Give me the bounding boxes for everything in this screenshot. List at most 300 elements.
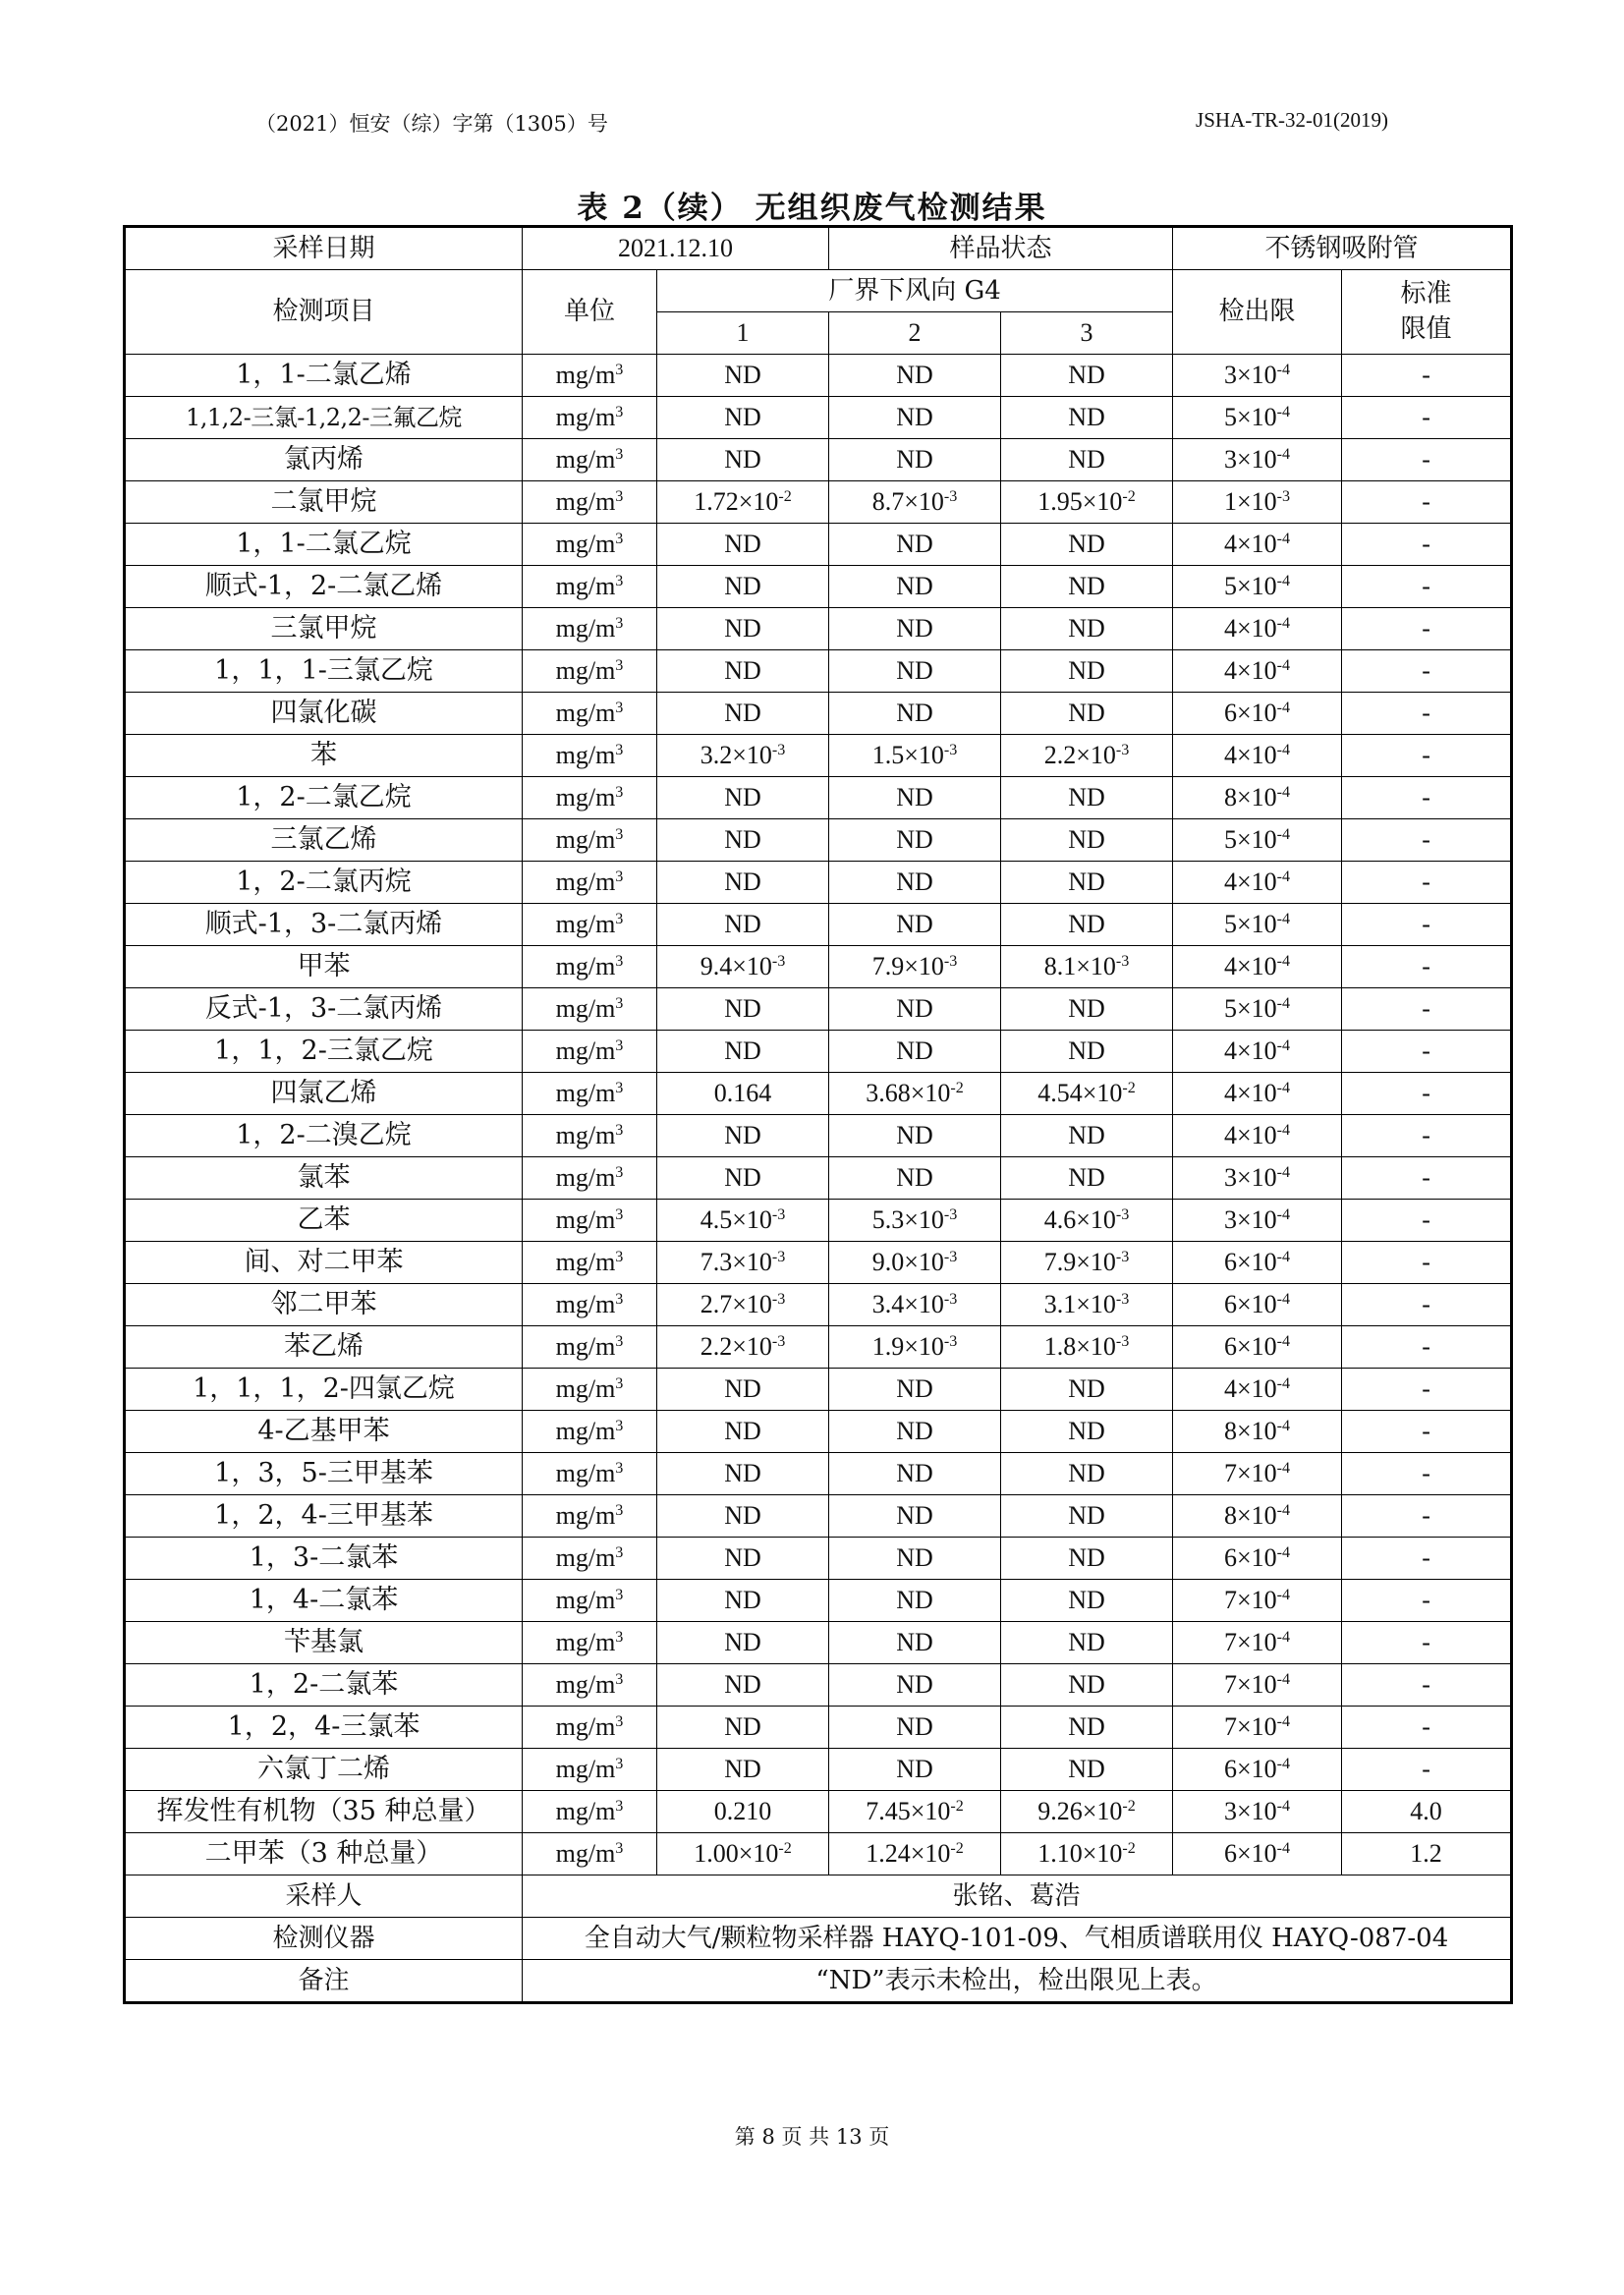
table-row bbox=[125, 1411, 1512, 1453]
item-name: 1，1，1-三氯乙烷 bbox=[125, 650, 523, 693]
standard-limit: - bbox=[1342, 1284, 1512, 1326]
table-row bbox=[125, 777, 1512, 819]
item-name: 挥发性有机物（35 种总量） bbox=[125, 1791, 523, 1833]
detection-limit: $7\times 10^{-4}$ bbox=[1173, 1622, 1342, 1664]
sample-3-value: ND bbox=[1001, 693, 1173, 735]
standard-limit: - bbox=[1342, 1411, 1512, 1453]
page-footer: 第 8 页 共 13 页 bbox=[734, 2125, 890, 2149]
sample-3-value: ND bbox=[1001, 1031, 1173, 1073]
detection-limit: $6\times 10^{-4}$ bbox=[1173, 1749, 1342, 1791]
unit-cell: $mg/m^3$ bbox=[523, 1200, 657, 1242]
sample-2-value: ND bbox=[829, 650, 1001, 693]
detection-limit: $4\times 10^{-4}$ bbox=[1173, 1073, 1342, 1115]
detection-limit: $3\times 10^{-4}$ bbox=[1173, 439, 1342, 481]
state-value: 不锈钢吸附管 bbox=[1173, 227, 1512, 270]
sample-1-value: ND bbox=[657, 1411, 829, 1453]
item-name: 苯 bbox=[125, 735, 523, 777]
unit-cell: $mg/m^3$ bbox=[523, 1031, 657, 1073]
unit-cell: $mg/m^3$ bbox=[523, 1157, 657, 1200]
standard-limit: - bbox=[1342, 1580, 1512, 1622]
standard-limit: - bbox=[1342, 1200, 1512, 1242]
sample-3-value: ND bbox=[1001, 819, 1173, 862]
sample-1-value: ND bbox=[657, 693, 829, 735]
sample-3-value: ND bbox=[1001, 862, 1173, 904]
unit-cell: $mg/m^3$ bbox=[523, 1833, 657, 1875]
table-row bbox=[125, 650, 1512, 693]
table-row bbox=[125, 1073, 1512, 1115]
detection-limit: $4\times 10^{-4}$ bbox=[1173, 608, 1342, 650]
item-name: 氯苯 bbox=[125, 1157, 523, 1200]
document-code: JSHA-TR-32-01(2019) bbox=[1196, 108, 1388, 132]
item-name: 1,1,2-三氯-1,2,2-三氟乙烷 bbox=[125, 397, 523, 439]
table-row bbox=[125, 1495, 1512, 1538]
item-name: 六氯丁二烯 bbox=[125, 1749, 523, 1791]
col-sample-1-header: 1 bbox=[657, 312, 829, 355]
date-label: 采样日期 bbox=[125, 227, 523, 270]
detection-limit: $7\times 10^{-4}$ bbox=[1173, 1664, 1342, 1707]
item-name: 1，2-二氯丙烷 bbox=[125, 862, 523, 904]
sample-3-value: $4.6\times 10^{-3}$ bbox=[1001, 1200, 1173, 1242]
sample-3-value: ND bbox=[1001, 1707, 1173, 1749]
sample-3-value: ND bbox=[1001, 608, 1173, 650]
item-name: 1，4-二氯苯 bbox=[125, 1580, 523, 1622]
standard-limit: - bbox=[1342, 1707, 1512, 1749]
standard-limit: - bbox=[1342, 1622, 1512, 1664]
unit-cell: $mg/m^3$ bbox=[523, 1284, 657, 1326]
detection-limit: $5\times 10^{-4}$ bbox=[1173, 819, 1342, 862]
unit-cell: $mg/m^3$ bbox=[523, 693, 657, 735]
detection-limit: $5\times 10^{-4}$ bbox=[1173, 566, 1342, 608]
table-row bbox=[125, 1369, 1512, 1411]
sample-1-value: ND bbox=[657, 904, 829, 946]
unit-cell: $mg/m^3$ bbox=[523, 1495, 657, 1538]
unit-cell: $mg/m^3$ bbox=[523, 650, 657, 693]
sample-2-value: ND bbox=[829, 1707, 1001, 1749]
unit-cell: $mg/m^3$ bbox=[523, 904, 657, 946]
sample-1-value: ND bbox=[657, 988, 829, 1031]
instrument-label: 检测仪器 bbox=[125, 1918, 523, 1960]
detection-limit: $4\times 10^{-4}$ bbox=[1173, 1369, 1342, 1411]
sample-1-value: $4.5\times 10^{-3}$ bbox=[657, 1200, 829, 1242]
item-name: 1，1，1，2-四氯乙烷 bbox=[125, 1369, 523, 1411]
sample-2-value: ND bbox=[829, 904, 1001, 946]
sample-3-value: ND bbox=[1001, 1749, 1173, 1791]
standard-limit: - bbox=[1342, 819, 1512, 862]
sample-3-value: $9.26\times 10^{-2}$ bbox=[1001, 1791, 1173, 1833]
col-limit-header: 检出限 bbox=[1173, 270, 1342, 355]
standard-limit: - bbox=[1342, 946, 1512, 988]
instrument-row bbox=[125, 1918, 1512, 1960]
sample-2-value: ND bbox=[829, 862, 1001, 904]
sample-1-value: $9.4\times 10^{-3}$ bbox=[657, 946, 829, 988]
standard-limit: 1.2 bbox=[1342, 1833, 1512, 1875]
sample-3-value: ND bbox=[1001, 566, 1173, 608]
sample-2-value: $5.3\times 10^{-3}$ bbox=[829, 1200, 1001, 1242]
sample-2-value: ND bbox=[829, 1369, 1001, 1411]
table-row bbox=[125, 862, 1512, 904]
unit-cell: $mg/m^3$ bbox=[523, 397, 657, 439]
header-row-1 bbox=[125, 270, 1512, 312]
item-name: 乙苯 bbox=[125, 1200, 523, 1242]
detection-limit: $4\times 10^{-4}$ bbox=[1173, 735, 1342, 777]
detection-limit: $4\times 10^{-4}$ bbox=[1173, 1031, 1342, 1073]
standard-limit: - bbox=[1342, 735, 1512, 777]
sample-3-value: $4.54\times 10^{-2}$ bbox=[1001, 1073, 1173, 1115]
unit-cell: $mg/m^3$ bbox=[523, 1749, 657, 1791]
table-title: 表 2（续） 无组织废气检测结果 bbox=[577, 191, 1047, 226]
item-name: 二氯甲烷 bbox=[125, 481, 523, 524]
detection-limit: $5\times 10^{-4}$ bbox=[1173, 904, 1342, 946]
sample-1-value: ND bbox=[657, 1622, 829, 1664]
sample-1-value: ND bbox=[657, 1749, 829, 1791]
sample-2-value: $1.24\times 10^{-2}$ bbox=[829, 1833, 1001, 1875]
table-row bbox=[125, 524, 1512, 566]
unit-cell: $mg/m^3$ bbox=[523, 524, 657, 566]
item-name: 1，1，2-三氯乙烷 bbox=[125, 1031, 523, 1073]
standard-limit: - bbox=[1342, 1073, 1512, 1115]
sample-2-value: $9.0\times 10^{-3}$ bbox=[829, 1242, 1001, 1284]
state-label: 样品状态 bbox=[829, 227, 1173, 270]
table-row bbox=[125, 439, 1512, 481]
table-row bbox=[125, 1580, 1512, 1622]
unit-cell: $mg/m^3$ bbox=[523, 988, 657, 1031]
sample-1-value: $2.7\times 10^{-3}$ bbox=[657, 1284, 829, 1326]
sample-3-value: $1.10\times 10^{-2}$ bbox=[1001, 1833, 1173, 1875]
table-row bbox=[125, 1326, 1512, 1369]
standard-limit: - bbox=[1342, 1495, 1512, 1538]
sample-1-value: ND bbox=[657, 1115, 829, 1157]
sample-2-value: ND bbox=[829, 1157, 1001, 1200]
table-row bbox=[125, 1833, 1512, 1875]
sample-1-value: ND bbox=[657, 524, 829, 566]
item-name: 三氯乙烯 bbox=[125, 819, 523, 862]
table-row bbox=[125, 355, 1512, 397]
sample-3-value: ND bbox=[1001, 1495, 1173, 1538]
unit-cell: $mg/m^3$ bbox=[523, 1242, 657, 1284]
unit-cell: $mg/m^3$ bbox=[523, 1369, 657, 1411]
detection-limit: $4\times 10^{-4}$ bbox=[1173, 650, 1342, 693]
standard-limit: - bbox=[1342, 904, 1512, 946]
table-row bbox=[125, 1115, 1512, 1157]
sample-3-value: $2.2\times 10^{-3}$ bbox=[1001, 735, 1173, 777]
unit-cell: $mg/m^3$ bbox=[523, 1622, 657, 1664]
sample-2-value: $7.9\times 10^{-3}$ bbox=[829, 946, 1001, 988]
unit-cell: $mg/m^3$ bbox=[523, 439, 657, 481]
unit-cell: $mg/m^3$ bbox=[523, 1664, 657, 1707]
detection-limit: $5\times 10^{-4}$ bbox=[1173, 988, 1342, 1031]
table-row bbox=[125, 1453, 1512, 1495]
sample-1-value: ND bbox=[657, 819, 829, 862]
col-group-header: 厂界下风向 G4 bbox=[657, 270, 1173, 312]
unit-cell: $mg/m^3$ bbox=[523, 862, 657, 904]
sample-3-value: ND bbox=[1001, 777, 1173, 819]
detection-limit: $1\times 10^{-3}$ bbox=[1173, 481, 1342, 524]
sample-2-value: $7.45\times 10^{-2}$ bbox=[829, 1791, 1001, 1833]
unit-cell: $mg/m^3$ bbox=[523, 566, 657, 608]
sample-2-value: ND bbox=[829, 1031, 1001, 1073]
standard-limit: - bbox=[1342, 1538, 1512, 1580]
detection-limit: $6\times 10^{-4}$ bbox=[1173, 1284, 1342, 1326]
table-row bbox=[125, 1622, 1512, 1664]
results-table bbox=[123, 225, 1513, 2004]
note-row bbox=[125, 1960, 1512, 2003]
item-name: 1，2，4-三甲基苯 bbox=[125, 1495, 523, 1538]
col-unit-header: 单位 bbox=[523, 270, 657, 355]
table-row bbox=[125, 1200, 1512, 1242]
unit-cell: $mg/m^3$ bbox=[523, 608, 657, 650]
detection-limit: $7\times 10^{-4}$ bbox=[1173, 1580, 1342, 1622]
sample-3-value: ND bbox=[1001, 1115, 1173, 1157]
sample-1-value: ND bbox=[657, 1580, 829, 1622]
sample-2-value: ND bbox=[829, 693, 1001, 735]
sample-2-value: $3.4\times 10^{-3}$ bbox=[829, 1284, 1001, 1326]
item-name: 间、对二甲苯 bbox=[125, 1242, 523, 1284]
col-sample-3-header: 3 bbox=[1001, 312, 1173, 355]
item-name: 1，1-二氯乙烷 bbox=[125, 524, 523, 566]
sample-3-value: $3.1\times 10^{-3}$ bbox=[1001, 1284, 1173, 1326]
item-name: 1，3-二氯苯 bbox=[125, 1538, 523, 1580]
table-row bbox=[125, 735, 1512, 777]
sample-3-value: ND bbox=[1001, 1664, 1173, 1707]
sample-1-value: $3.2\times 10^{-3}$ bbox=[657, 735, 829, 777]
sample-3-value: ND bbox=[1001, 439, 1173, 481]
item-name: 反式-1，3-二氯丙烯 bbox=[125, 988, 523, 1031]
detection-limit: $4\times 10^{-4}$ bbox=[1173, 1115, 1342, 1157]
table-row bbox=[125, 904, 1512, 946]
sample-2-value: $8.7\times 10^{-3}$ bbox=[829, 481, 1001, 524]
standard-limit: - bbox=[1342, 566, 1512, 608]
table-row bbox=[125, 397, 1512, 439]
item-name: 1，2，4-三氯苯 bbox=[125, 1707, 523, 1749]
table-row bbox=[125, 693, 1512, 735]
sample-2-value: $1.5\times 10^{-3}$ bbox=[829, 735, 1001, 777]
item-name: 顺式-1，3-二氯丙烯 bbox=[125, 904, 523, 946]
standard-limit: - bbox=[1342, 1664, 1512, 1707]
sample-1-value: $7.3\times 10^{-3}$ bbox=[657, 1242, 829, 1284]
detection-limit: $8\times 10^{-4}$ bbox=[1173, 777, 1342, 819]
standard-limit: - bbox=[1342, 1453, 1512, 1495]
table-row bbox=[125, 1749, 1512, 1791]
unit-cell: $mg/m^3$ bbox=[523, 819, 657, 862]
standard-limit: - bbox=[1342, 397, 1512, 439]
unit-cell: $mg/m^3$ bbox=[523, 1411, 657, 1453]
unit-cell: $mg/m^3$ bbox=[523, 735, 657, 777]
detection-limit: $8\times 10^{-4}$ bbox=[1173, 1495, 1342, 1538]
instrument-value: 全自动大气/颗粒物采样器 HAYQ-101-09、气相质谱联用仪 HAYQ-087-04 bbox=[523, 1918, 1512, 1960]
sampler-value: 张铭、葛浩 bbox=[523, 1875, 1512, 1918]
unit-cell: $mg/m^3$ bbox=[523, 946, 657, 988]
sample-1-value: ND bbox=[657, 566, 829, 608]
unit-cell: $mg/m^3$ bbox=[523, 355, 657, 397]
unit-cell: $mg/m^3$ bbox=[523, 1791, 657, 1833]
col-item-header: 检测项目 bbox=[125, 270, 523, 355]
table-row bbox=[125, 1707, 1512, 1749]
standard-limit: - bbox=[1342, 862, 1512, 904]
standard-limit: - bbox=[1342, 439, 1512, 481]
standard-limit: - bbox=[1342, 693, 1512, 735]
standard-limit: - bbox=[1342, 1031, 1512, 1073]
sample-2-value: ND bbox=[829, 439, 1001, 481]
detection-limit: $7\times 10^{-4}$ bbox=[1173, 1707, 1342, 1749]
sample-2-value: ND bbox=[829, 397, 1001, 439]
sample-1-value: ND bbox=[657, 355, 829, 397]
sample-2-value: ND bbox=[829, 524, 1001, 566]
standard-limit: - bbox=[1342, 1326, 1512, 1369]
table-row bbox=[125, 1157, 1512, 1200]
table-row bbox=[125, 1664, 1512, 1707]
table-row bbox=[125, 481, 1512, 524]
sample-3-value: $7.9\times 10^{-3}$ bbox=[1001, 1242, 1173, 1284]
sample-1-value: ND bbox=[657, 1707, 829, 1749]
col-sample-2-header: 2 bbox=[829, 312, 1001, 355]
sample-1-value: $1.72\times 10^{-2}$ bbox=[657, 481, 829, 524]
sample-3-value: ND bbox=[1001, 1622, 1173, 1664]
standard-limit: - bbox=[1342, 1157, 1512, 1200]
sample-3-value: $8.1\times 10^{-3}$ bbox=[1001, 946, 1173, 988]
sample-3-value: ND bbox=[1001, 397, 1173, 439]
sample-3-value: ND bbox=[1001, 1369, 1173, 1411]
sample-1-value: $2.2\times 10^{-3}$ bbox=[657, 1326, 829, 1369]
note-label: 备注 bbox=[125, 1960, 523, 2003]
col-std-header: 标准 限值 bbox=[1342, 270, 1512, 355]
sample-2-value: ND bbox=[829, 1664, 1001, 1707]
sample-3-value: ND bbox=[1001, 1453, 1173, 1495]
item-name: 苯乙烯 bbox=[125, 1326, 523, 1369]
note-value: “ND”表示未检出，检出限见上表。 bbox=[523, 1960, 1512, 2003]
sample-3-value: ND bbox=[1001, 524, 1173, 566]
sample-2-value: $1.9\times 10^{-3}$ bbox=[829, 1326, 1001, 1369]
sample-2-value: ND bbox=[829, 1115, 1001, 1157]
item-name: 1，2-二溴乙烷 bbox=[125, 1115, 523, 1157]
table-row bbox=[125, 1284, 1512, 1326]
detection-limit: $5\times 10^{-4}$ bbox=[1173, 397, 1342, 439]
sample-2-value: ND bbox=[829, 1580, 1001, 1622]
sample-1-value: ND bbox=[657, 1538, 829, 1580]
unit-cell: $mg/m^3$ bbox=[523, 1580, 657, 1622]
sample-1-value: ND bbox=[657, 1664, 829, 1707]
sample-2-value: ND bbox=[829, 355, 1001, 397]
sample-1-value: ND bbox=[657, 1031, 829, 1073]
item-name: 4-乙基甲苯 bbox=[125, 1411, 523, 1453]
unit-cell: $mg/m^3$ bbox=[523, 481, 657, 524]
unit-cell: $mg/m^3$ bbox=[523, 1453, 657, 1495]
table-row bbox=[125, 819, 1512, 862]
detection-limit: $4\times 10^{-4}$ bbox=[1173, 862, 1342, 904]
detection-limit: $6\times 10^{-4}$ bbox=[1173, 693, 1342, 735]
sample-3-value: ND bbox=[1001, 1411, 1173, 1453]
item-name: 四氯化碳 bbox=[125, 693, 523, 735]
unit-cell: $mg/m^3$ bbox=[523, 1538, 657, 1580]
sample-1-value: ND bbox=[657, 397, 829, 439]
sample-3-value: ND bbox=[1001, 1580, 1173, 1622]
sample-2-value: ND bbox=[829, 608, 1001, 650]
detection-limit: $4\times 10^{-4}$ bbox=[1173, 524, 1342, 566]
sample-2-value: ND bbox=[829, 1411, 1001, 1453]
standard-limit: - bbox=[1342, 988, 1512, 1031]
table-row bbox=[125, 1538, 1512, 1580]
sample-3-value: ND bbox=[1001, 1538, 1173, 1580]
sample-1-value: ND bbox=[657, 650, 829, 693]
sample-2-value: ND bbox=[829, 1622, 1001, 1664]
sampler-label: 采样人 bbox=[125, 1875, 523, 1918]
sample-2-value: ND bbox=[829, 777, 1001, 819]
unit-cell: $mg/m^3$ bbox=[523, 1707, 657, 1749]
sample-2-value: ND bbox=[829, 1453, 1001, 1495]
sample-1-value: ND bbox=[657, 862, 829, 904]
sample-1-value: ND bbox=[657, 439, 829, 481]
detection-limit: $4\times 10^{-4}$ bbox=[1173, 946, 1342, 988]
item-name: 三氯甲烷 bbox=[125, 608, 523, 650]
detection-limit: $3\times 10^{-4}$ bbox=[1173, 355, 1342, 397]
sample-3-value: ND bbox=[1001, 650, 1173, 693]
standard-limit: - bbox=[1342, 1115, 1512, 1157]
sample-1-value: 0.210 bbox=[657, 1791, 829, 1833]
table-row bbox=[125, 1791, 1512, 1833]
detection-limit: $6\times 10^{-4}$ bbox=[1173, 1242, 1342, 1284]
standard-limit: - bbox=[1342, 777, 1512, 819]
sample-2-value: ND bbox=[829, 1495, 1001, 1538]
detection-limit: $6\times 10^{-4}$ bbox=[1173, 1538, 1342, 1580]
item-name: 1，3，5-三甲基苯 bbox=[125, 1453, 523, 1495]
sample-3-value: ND bbox=[1001, 988, 1173, 1031]
table-row bbox=[125, 946, 1512, 988]
sample-1-value: ND bbox=[657, 1495, 829, 1538]
item-name: 1，1-二氯乙烯 bbox=[125, 355, 523, 397]
sample-3-value: $1.8\times 10^{-3}$ bbox=[1001, 1326, 1173, 1369]
unit-cell: $mg/m^3$ bbox=[523, 1115, 657, 1157]
table-row bbox=[125, 566, 1512, 608]
detection-limit: $3\times 10^{-4}$ bbox=[1173, 1200, 1342, 1242]
report-number: （2021）恒安（综）字第（1305）号 bbox=[255, 112, 608, 136]
detection-limit: $3\times 10^{-4}$ bbox=[1173, 1157, 1342, 1200]
standard-limit: - bbox=[1342, 1369, 1512, 1411]
item-name: 顺式-1，2-二氯乙烯 bbox=[125, 566, 523, 608]
item-name: 邻二甲苯 bbox=[125, 1284, 523, 1326]
table-row bbox=[125, 1242, 1512, 1284]
item-name: 氯丙烯 bbox=[125, 439, 523, 481]
detection-limit: $6\times 10^{-4}$ bbox=[1173, 1326, 1342, 1369]
sample-2-value: ND bbox=[829, 1538, 1001, 1580]
item-name: 甲苯 bbox=[125, 946, 523, 988]
sample-3-value: ND bbox=[1001, 904, 1173, 946]
sampler-row bbox=[125, 1875, 1512, 1918]
table-row bbox=[125, 1031, 1512, 1073]
item-name: 苄基氯 bbox=[125, 1622, 523, 1664]
item-name: 1，2-二氯乙烷 bbox=[125, 777, 523, 819]
sample-1-value: ND bbox=[657, 608, 829, 650]
sample-1-value: ND bbox=[657, 1369, 829, 1411]
sample-1-value: $1.00\times 10^{-2}$ bbox=[657, 1833, 829, 1875]
standard-limit: - bbox=[1342, 608, 1512, 650]
detection-limit: $7\times 10^{-4}$ bbox=[1173, 1453, 1342, 1495]
table-row bbox=[125, 608, 1512, 650]
unit-cell: $mg/m^3$ bbox=[523, 777, 657, 819]
sample-1-value: ND bbox=[657, 777, 829, 819]
standard-limit: - bbox=[1342, 524, 1512, 566]
sample-3-value: ND bbox=[1001, 1157, 1173, 1200]
sample-3-value: $1.95\times 10^{-2}$ bbox=[1001, 481, 1173, 524]
standard-limit: - bbox=[1342, 481, 1512, 524]
detection-limit: $6\times 10^{-4}$ bbox=[1173, 1833, 1342, 1875]
sample-2-value: ND bbox=[829, 819, 1001, 862]
standard-limit: - bbox=[1342, 1242, 1512, 1284]
date-value: 2021.12.10 bbox=[523, 227, 829, 270]
item-name: 四氯乙烯 bbox=[125, 1073, 523, 1115]
sample-1-value: 0.164 bbox=[657, 1073, 829, 1115]
standard-limit: - bbox=[1342, 355, 1512, 397]
standard-limit: 4.0 bbox=[1342, 1791, 1512, 1833]
item-name: 1，2-二氯苯 bbox=[125, 1664, 523, 1707]
